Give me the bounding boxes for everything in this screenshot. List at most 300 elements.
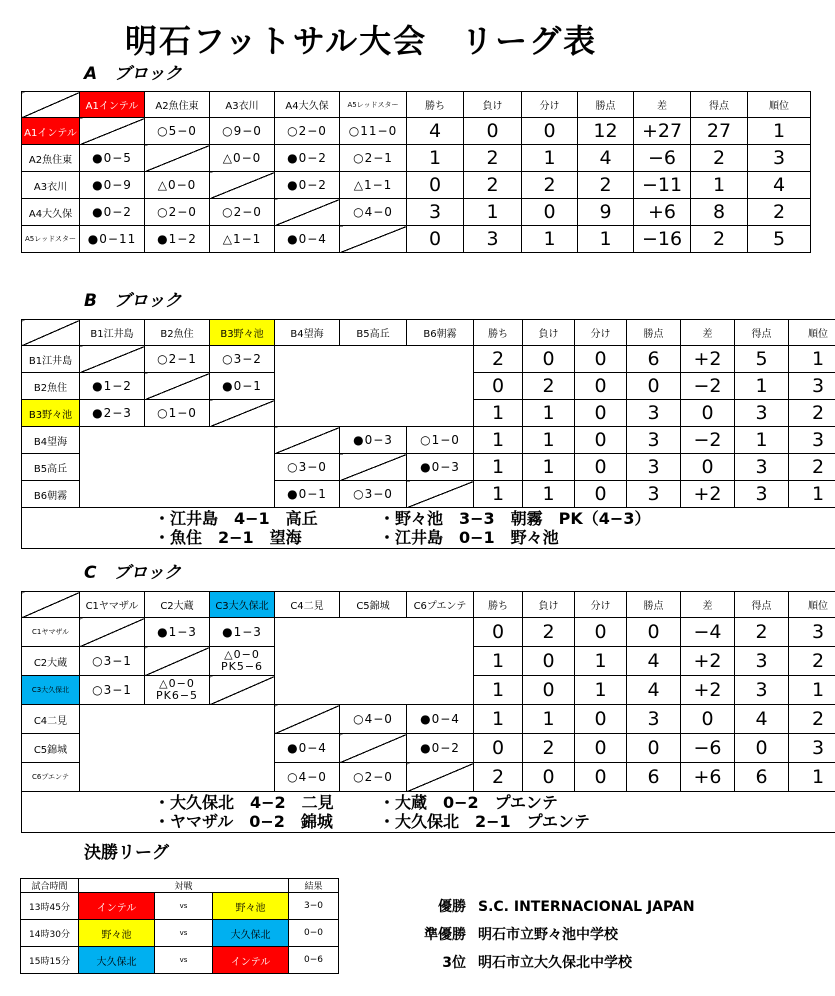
stat-cell: 2 (464, 172, 522, 199)
match-result-cell: ●1−2 (80, 373, 145, 400)
match-away-team: 大久保北 (213, 920, 289, 947)
standings-row (22, 618, 835, 647)
stat-cell: 0 (407, 172, 464, 199)
stat-cell: 3 (407, 199, 464, 226)
stat-cell: 0 (575, 400, 627, 427)
stat-cell: 1 (474, 427, 523, 454)
stat-header: 得点 (735, 320, 789, 346)
stat-cell: 1 (789, 676, 835, 705)
stat-header: 得点 (691, 92, 748, 118)
note-text: ・野々池 3−3 朝霧 PK（4−3） (379, 509, 651, 528)
stat-cell: 2 (464, 145, 522, 172)
stat-cell: 1 (523, 400, 575, 427)
stat-cell: 2 (474, 763, 523, 792)
match-result-cell: ○4−0 (340, 705, 407, 734)
stat-cell: 1 (789, 346, 835, 373)
stat-header: 順位 (789, 592, 835, 618)
match-result-cell: ●0−2 (407, 734, 474, 763)
stat-cell: 0 (474, 373, 523, 400)
row-team-label: A3衣川 (22, 172, 80, 199)
stat-header: 勝ち (474, 592, 523, 618)
row-team-label: B6朝霧 (22, 481, 80, 508)
match-result-cell: ●0−1 (210, 373, 275, 400)
row-team-label: C1ヤマザル (22, 618, 80, 647)
stat-cell: 1 (578, 226, 634, 253)
corner-cell (22, 320, 80, 346)
stat-header: 順位 (748, 92, 811, 118)
award-winner (408, 896, 695, 916)
team-header: C2大蔵 (145, 592, 210, 618)
stat-cell: 4 (578, 145, 634, 172)
stat-header: 分け (522, 92, 578, 118)
stat-cell: 2 (735, 618, 789, 647)
diagonal-cell (210, 676, 275, 705)
match-away-team: インテル (213, 947, 289, 974)
stat-cell: 0 (735, 734, 789, 763)
stat-cell: 1 (522, 145, 578, 172)
match-time: 14時30分 (21, 920, 79, 947)
stat-cell: 2 (522, 172, 578, 199)
stat-cell: −2 (681, 373, 735, 400)
stat-cell: 1 (523, 481, 575, 508)
stat-cell: 2 (789, 647, 835, 676)
diagonal-cell (340, 454, 407, 481)
match-result-cell: ○1−0 (407, 427, 474, 454)
row-team-label: A5レッドスター (22, 226, 80, 253)
stat-cell: 1 (474, 705, 523, 734)
stat-cell: +2 (681, 481, 735, 508)
stat-cell: 1 (474, 647, 523, 676)
stat-cell: 0 (627, 618, 681, 647)
stat-cell: −2 (681, 427, 735, 454)
notes-row (22, 508, 835, 549)
block-b-label: B ブロック (84, 291, 182, 311)
stat-cell: 0 (575, 454, 627, 481)
stat-cell: 1 (575, 647, 627, 676)
match-result-cell: △1−1 (340, 172, 407, 199)
team-header: C4二見 (275, 592, 340, 618)
stat-cell: 3 (627, 427, 681, 454)
stat-cell: 0 (474, 734, 523, 763)
diagonal-cell (275, 427, 340, 454)
match-result: 3−0 (289, 893, 339, 920)
stat-cell: 4 (407, 118, 464, 145)
row-team-label: A1インテル (22, 118, 80, 145)
stat-cell: 5 (748, 226, 811, 253)
match-result-cell: ●0−2 (80, 199, 145, 226)
stat-cell: 12 (578, 118, 634, 145)
team-header: A1インテル (80, 92, 145, 118)
match-result-cell: ○2−0 (340, 763, 407, 792)
corner-cell (22, 92, 80, 118)
stat-header: 差 (681, 592, 735, 618)
final-match-row (21, 893, 339, 920)
note-text: ・江井島 0−1 野々池 (379, 528, 559, 547)
note-line (154, 812, 835, 831)
match-time: 13時45分 (21, 893, 79, 920)
stat-cell: 5 (735, 346, 789, 373)
block-c-label: C ブロック (84, 563, 182, 583)
stat-cell: 0 (627, 734, 681, 763)
stat-cell: 4 (748, 172, 811, 199)
stat-cell: 6 (735, 763, 789, 792)
stat-cell: 6 (627, 763, 681, 792)
team-header: B2魚住 (145, 320, 210, 346)
row-team-label: C5錦城 (22, 734, 80, 763)
block-a-table (21, 91, 811, 253)
row-team-label: C6プエンテ (22, 763, 80, 792)
match-result-cell: ○2−0 (275, 118, 340, 145)
stat-cell: 3 (735, 676, 789, 705)
diagonal-cell (407, 763, 474, 792)
match-notes (22, 792, 835, 833)
stat-cell: 1 (523, 705, 575, 734)
stat-cell: 2 (523, 618, 575, 647)
match-home-team: インテル (79, 893, 155, 920)
match-time: 15時15分 (21, 947, 79, 974)
note-text: ・江井島 4−1 高丘 (154, 509, 318, 528)
team-header: A4大久保 (275, 92, 340, 118)
stat-cell: 3 (735, 481, 789, 508)
page-title: 明石フットサル大会 リーグ表 (125, 22, 598, 60)
diagonal-cell (275, 199, 340, 226)
stat-cell: 0 (407, 226, 464, 253)
stat-cell: 2 (523, 373, 575, 400)
diagonal-cell (80, 346, 145, 373)
stat-header: 分け (575, 320, 627, 346)
stat-cell: 0 (575, 618, 627, 647)
vs-label: vs (155, 920, 213, 947)
stat-cell: 0 (522, 199, 578, 226)
stat-cell: 0 (681, 400, 735, 427)
stat-cell: 0 (575, 734, 627, 763)
empty-cell (80, 705, 275, 792)
stat-cell: 27 (691, 118, 748, 145)
row-team-label: C3大久保北 (22, 676, 80, 705)
team-header: A5レッドスター (340, 92, 407, 118)
award-team: 明石市立大久保北中学校 (478, 955, 632, 971)
diagonal-cell (210, 172, 275, 199)
stat-cell: +2 (681, 647, 735, 676)
stat-cell: 1 (407, 145, 464, 172)
stat-header: 負け (464, 92, 522, 118)
stat-cell: +2 (681, 346, 735, 373)
match-result-cell: ●1−3 (145, 618, 210, 647)
match-result-cell: ○5−0 (145, 118, 210, 145)
match-result-cell: ○2−0 (210, 199, 275, 226)
stat-header: 差 (634, 92, 691, 118)
stat-cell: 2 (789, 705, 835, 734)
final-league-label: 決勝リーグ (84, 843, 169, 863)
match-result-cell: ●0−4 (275, 226, 340, 253)
standings-row (22, 199, 811, 226)
award-third (408, 952, 632, 972)
match-result-cell: ●0−4 (407, 705, 474, 734)
match-result-cell: △0−0 PK5−6 (210, 647, 275, 676)
stat-cell: 3 (627, 454, 681, 481)
standings-row (22, 346, 835, 373)
team-header: B4望海 (275, 320, 340, 346)
stat-cell: 0 (575, 481, 627, 508)
team-header: A2魚住東 (145, 92, 210, 118)
stat-cell: −6 (681, 734, 735, 763)
stat-cell: 2 (578, 172, 634, 199)
standings-row (22, 705, 835, 734)
award-rank: 準優勝 (424, 927, 466, 943)
stat-cell: 3 (627, 400, 681, 427)
stat-cell: 2 (474, 346, 523, 373)
stat-cell: 1 (748, 118, 811, 145)
stat-cell: 2 (789, 400, 835, 427)
row-team-label: A4大久保 (22, 199, 80, 226)
match-result-cell: ●2−3 (80, 400, 145, 427)
stat-header: 分け (575, 592, 627, 618)
stat-cell: 1 (523, 427, 575, 454)
stat-cell: +6 (681, 763, 735, 792)
match-away-team: 野々池 (213, 893, 289, 920)
stat-cell: 3 (735, 647, 789, 676)
row-team-label: C2大蔵 (22, 647, 80, 676)
stat-cell: +2 (681, 676, 735, 705)
award-rank: 優勝 (438, 899, 466, 915)
stat-cell: 0 (522, 118, 578, 145)
stat-cell: +6 (634, 199, 691, 226)
diagonal-cell (80, 618, 145, 647)
team-header: C5錦城 (340, 592, 407, 618)
stat-cell: 4 (735, 705, 789, 734)
stat-cell: 8 (691, 199, 748, 226)
match-result-cell: △0−0 PK6−5 (145, 676, 210, 705)
stat-cell: 0 (474, 618, 523, 647)
stat-cell: 3 (735, 400, 789, 427)
stat-cell: 0 (575, 705, 627, 734)
stat-cell: 1 (474, 454, 523, 481)
match-result-cell: △1−1 (210, 226, 275, 253)
match-result-cell: ○2−1 (145, 346, 210, 373)
stat-cell: 1 (575, 676, 627, 705)
stat-cell: 1 (789, 481, 835, 508)
stat-cell: 0 (523, 346, 575, 373)
stat-cell: 3 (789, 427, 835, 454)
match-result-cell: ○2−1 (340, 145, 407, 172)
stat-cell: 6 (627, 346, 681, 373)
stat-cell: 1 (522, 226, 578, 253)
diagonal-cell (407, 481, 474, 508)
award-rank: 3位 (442, 955, 466, 971)
award-team: S.C. INTERNACIONAL JAPAN (478, 899, 695, 915)
diagonal-cell (145, 145, 210, 172)
stat-cell: 4 (627, 676, 681, 705)
stat-cell: 3 (789, 373, 835, 400)
block-a-label: A ブロック (84, 64, 182, 84)
match-result-cell: ○2−0 (145, 199, 210, 226)
stat-header: 勝ち (407, 92, 464, 118)
stat-cell: 0 (575, 763, 627, 792)
team-header: A3衣川 (210, 92, 275, 118)
team-header: B6朝霧 (407, 320, 474, 346)
note-text: ・大蔵 0−2 プエンテ (379, 793, 558, 812)
team-header: B5高丘 (340, 320, 407, 346)
stat-header: 差 (681, 320, 735, 346)
stat-cell: 1 (735, 373, 789, 400)
note-text: ・大久保北 4−2 二見 (154, 793, 334, 812)
stat-header: 得点 (735, 592, 789, 618)
match-result-cell: ○3−1 (80, 676, 145, 705)
stat-cell: 3 (627, 705, 681, 734)
corner-cell (22, 592, 80, 618)
stat-cell: 1 (464, 199, 522, 226)
team-header: C6プエンテ (407, 592, 474, 618)
match-result: 0−6 (289, 947, 339, 974)
stat-header: 勝ち (474, 320, 523, 346)
diagonal-cell (340, 226, 407, 253)
stat-cell: 1 (474, 400, 523, 427)
match-result-cell: ○1−0 (145, 400, 210, 427)
stat-header: 勝点 (627, 320, 681, 346)
match-result-cell: ●0−11 (80, 226, 145, 253)
diagonal-cell (80, 118, 145, 145)
final-header-result: 結果 (289, 879, 339, 893)
stat-header: 負け (523, 320, 575, 346)
stat-cell: 9 (578, 199, 634, 226)
row-team-label: B3野々池 (22, 400, 80, 427)
stat-cell: 0 (627, 373, 681, 400)
block-c-table (21, 591, 835, 833)
row-team-label: B2魚住 (22, 373, 80, 400)
team-header: B1江井島 (80, 320, 145, 346)
team-header: B3野々池 (210, 320, 275, 346)
note-text: ・魚住 2−1 望海 (154, 528, 302, 547)
diagonal-cell (340, 734, 407, 763)
match-result-cell: ●0−9 (80, 172, 145, 199)
match-result-cell: △0−0 (145, 172, 210, 199)
stat-cell: 1 (735, 427, 789, 454)
match-result-cell: ●1−2 (145, 226, 210, 253)
stat-cell: 0 (464, 118, 522, 145)
standings-row (22, 427, 835, 454)
stat-cell: 3 (627, 481, 681, 508)
match-result: 0−0 (289, 920, 339, 947)
stat-cell: 1 (474, 481, 523, 508)
stat-cell: 1 (789, 763, 835, 792)
stat-cell: 2 (691, 226, 748, 253)
match-result-cell: ●1−3 (210, 618, 275, 647)
match-result-cell: ●0−5 (80, 145, 145, 172)
match-result-cell: ●0−4 (275, 734, 340, 763)
stat-cell: 2 (789, 454, 835, 481)
stat-cell: 3 (789, 734, 835, 763)
stat-header: 勝点 (578, 92, 634, 118)
vs-label: vs (155, 947, 213, 974)
stat-cell: 3 (789, 618, 835, 647)
stat-cell: 0 (681, 705, 735, 734)
diagonal-cell (145, 647, 210, 676)
match-result-cell: ●0−3 (407, 454, 474, 481)
stat-cell: 1 (474, 676, 523, 705)
match-result-cell: ○3−1 (80, 647, 145, 676)
stat-cell: 0 (575, 427, 627, 454)
stat-cell: 2 (691, 145, 748, 172)
note-line (154, 528, 835, 547)
match-home-team: 野々池 (79, 920, 155, 947)
stat-cell: 2 (748, 199, 811, 226)
stat-cell: 0 (523, 647, 575, 676)
standings-row (22, 118, 811, 145)
match-result-cell: ●0−2 (275, 145, 340, 172)
final-header-time: 試合時間 (21, 879, 79, 893)
standings-row (22, 226, 811, 253)
notes-row (22, 792, 835, 833)
note-text: ・ヤマザル 0−2 錦城 (154, 812, 333, 831)
final-league-table (20, 878, 339, 974)
empty-cell (275, 346, 474, 427)
match-result-cell: ○3−2 (210, 346, 275, 373)
stat-header: 負け (523, 592, 575, 618)
match-result-cell: ●0−1 (275, 481, 340, 508)
stat-cell: 4 (627, 647, 681, 676)
match-notes (22, 508, 835, 549)
stat-cell: 1 (523, 454, 575, 481)
final-match-row (21, 947, 339, 974)
match-result-cell: ○11−0 (340, 118, 407, 145)
block-b-table (21, 319, 835, 549)
match-result-cell: ○9−0 (210, 118, 275, 145)
row-team-label: B5高丘 (22, 454, 80, 481)
stat-cell: 2 (523, 734, 575, 763)
stat-cell: 3 (748, 145, 811, 172)
team-header: C1ヤマザル (80, 592, 145, 618)
match-home-team: 大久保北 (79, 947, 155, 974)
final-header-match: 対戦 (79, 879, 289, 893)
vs-label: vs (155, 893, 213, 920)
diagonal-cell (210, 400, 275, 427)
stat-cell: −6 (634, 145, 691, 172)
standings-row (22, 145, 811, 172)
empty-cell (80, 427, 275, 508)
final-match-row (21, 920, 339, 947)
note-text: ・大久保北 2−1 プエンテ (379, 812, 590, 831)
stat-header: 勝点 (627, 592, 681, 618)
stat-cell: 0 (575, 346, 627, 373)
note-line (154, 509, 835, 528)
stat-cell: −16 (634, 226, 691, 253)
stat-cell: 0 (523, 676, 575, 705)
stat-cell: −4 (681, 618, 735, 647)
stat-cell: +27 (634, 118, 691, 145)
stat-cell: −11 (634, 172, 691, 199)
stat-cell: 0 (523, 763, 575, 792)
match-result-cell: ●0−2 (275, 172, 340, 199)
match-result-cell: ●0−3 (340, 427, 407, 454)
award-team: 明石市立野々池中学校 (478, 927, 618, 943)
row-team-label: B1江井島 (22, 346, 80, 373)
diagonal-cell (275, 705, 340, 734)
empty-cell (275, 618, 474, 705)
diagonal-cell (145, 373, 210, 400)
stat-header: 順位 (789, 320, 835, 346)
team-header: C3大久保北 (210, 592, 275, 618)
award-runner-up (408, 924, 618, 944)
stat-cell: 3 (735, 454, 789, 481)
stat-cell: 0 (575, 373, 627, 400)
note-line (154, 793, 835, 812)
standings-row (22, 172, 811, 199)
row-team-label: C4二見 (22, 705, 80, 734)
match-result-cell: ○4−0 (340, 199, 407, 226)
match-result-cell: ○3−0 (275, 454, 340, 481)
stat-cell: 1 (691, 172, 748, 199)
row-team-label: B4望海 (22, 427, 80, 454)
